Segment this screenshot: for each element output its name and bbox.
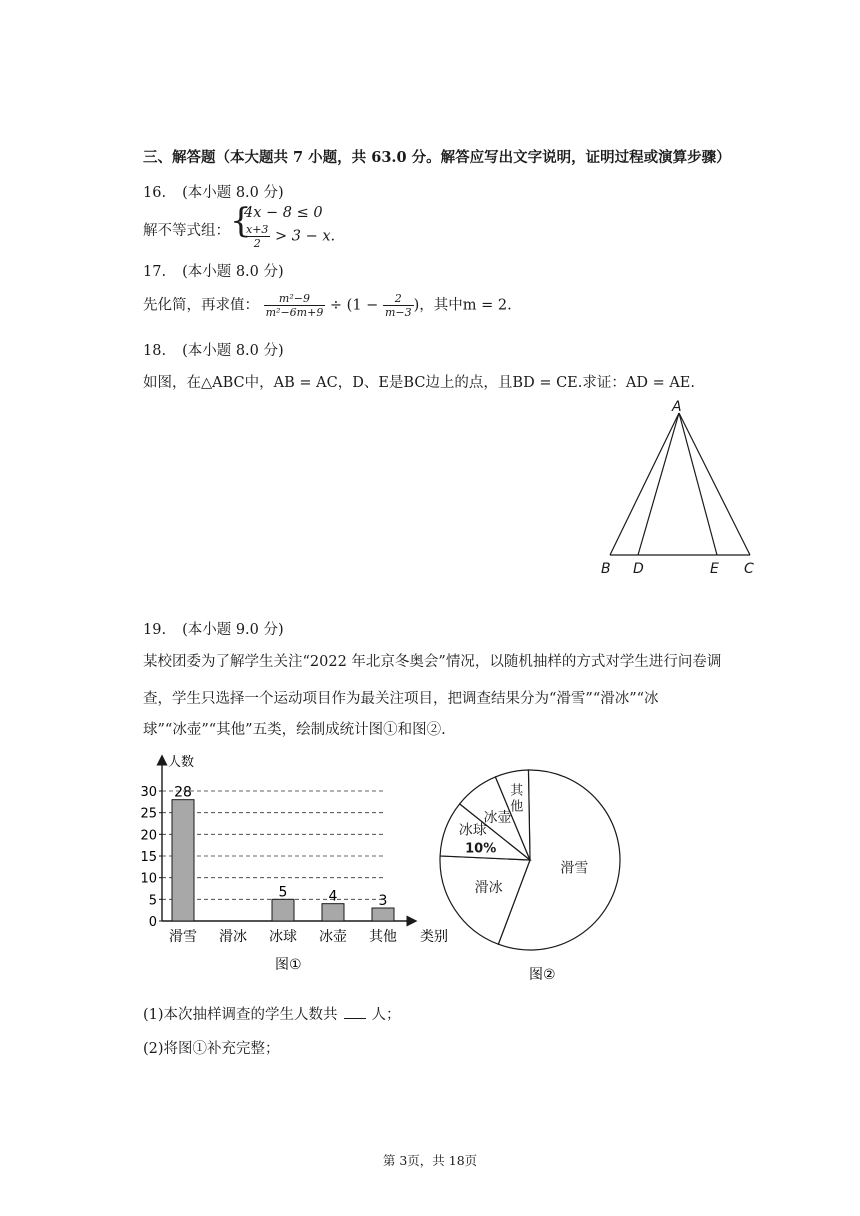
q16-points: (本小题 8.0 分) [182, 185, 284, 201]
q17-frac2-denominator: m−3 [384, 306, 412, 319]
q19-sub1-unit: 人； [371, 1007, 401, 1023]
x-category-label: 滑雪 [169, 929, 197, 945]
q16-ineq2-rest: > 3 − x. [275, 228, 336, 245]
x-category-label: 滑冰 [219, 929, 247, 945]
q19-sub1-text: (1)本次抽样调查的学生人数共 [143, 1007, 338, 1023]
q17-points: (本小题 8.0 分) [182, 264, 284, 280]
q17-frac2-numerator: 2 [383, 292, 414, 306]
x-axis-label: 类别 [420, 929, 448, 945]
y-tick-label: 15 [140, 850, 157, 865]
triangle-figure [590, 395, 770, 580]
segment-ac [679, 413, 750, 555]
y-axis-label: 人数 [168, 755, 195, 770]
bar-data-label: 4 [328, 888, 338, 905]
bar [172, 800, 194, 921]
pie-slice-label: 他 [510, 799, 524, 815]
label-b: B [601, 561, 611, 577]
label-e: E [710, 561, 719, 577]
q16-inequality-1: 4x − 8 ≤ 0 [244, 205, 323, 221]
q18-header [143, 339, 284, 360]
bar-data-label: 5 [278, 884, 288, 901]
q17-divide: ÷ (1 − [329, 297, 379, 314]
y-tick-label: 10 [140, 871, 157, 887]
label-a: A [672, 399, 682, 415]
q16-ineq2-denominator: 2 [253, 237, 261, 250]
y-tick-label: 30 [140, 785, 157, 800]
q18-number: 18. [143, 343, 167, 359]
q16-inequality-2 [244, 223, 335, 250]
q17-tail: )，其中m = 2. [413, 297, 512, 314]
bar [272, 899, 294, 921]
pie-slice-label: 冰球 [458, 822, 487, 839]
page-footer: 第 3页，共 18页 [382, 1153, 478, 1168]
q16-header [143, 181, 284, 202]
label-c: C [744, 561, 754, 577]
bar-chart [140, 750, 470, 985]
q16-number: 16. [143, 185, 167, 201]
pie-slice-label: 冰壶 [483, 809, 512, 826]
q17-number: 17. [143, 264, 167, 280]
y-tick-label: 20 [140, 828, 157, 844]
q17-frac1-denominator: m²−6m+9 [265, 306, 324, 319]
bar-data-label: 28 [174, 784, 192, 801]
pie-slice-label: 滑冰 [474, 880, 503, 897]
q19-paragraph-line-2: 查，学生只选择一个运动项目作为最关注项目，把调查结果分为“滑雪”“滑冰”“冰 [143, 691, 659, 707]
segment-ae [679, 413, 717, 555]
y-tick-label: 0 [148, 915, 157, 930]
q16-lead: 解不等式组： [143, 223, 230, 239]
q17-lead: 先化简，再求值： [143, 297, 259, 314]
x-category-label: 冰球 [269, 929, 297, 945]
q19-paragraph-line-3: 球”“冰壶”“其他”五类，绘制成统计图①和图②. [143, 722, 446, 738]
bar [322, 904, 344, 921]
q19-points: (本小题 9.0 分) [182, 622, 284, 638]
pie-slice-label: 滑雪 [560, 860, 589, 877]
section-title: 三、解答题（本大题共 7 小题，共 63.0 分。解答应写出文字说明，证明过程或演算步骤） [143, 149, 731, 166]
q19-sub1 [143, 1003, 401, 1024]
q17-expression [143, 292, 512, 319]
bar-data-label: 3 [378, 893, 388, 909]
q19-sub1-blank[interactable] [344, 1006, 366, 1019]
bar [372, 908, 394, 921]
pie-chart [435, 765, 645, 990]
q19-paragraph-line-1: 某校团委为了解学生关注“2022 年北京冬奥会”情况，以随机抽样的方式对学生进行问卷调 [143, 654, 722, 670]
q19-number: 19. [143, 622, 167, 638]
x-category-label: 冰壶 [319, 929, 347, 945]
q19-sub2: (2)将图①补充完整； [143, 1041, 280, 1057]
q16-ineq2-numerator: x+3 [246, 223, 269, 236]
pie-slice-label: 其 [510, 783, 524, 799]
q17-header [143, 260, 284, 281]
pie-chart-title: 图② [529, 967, 556, 983]
label-d: D [633, 561, 644, 577]
x-category-label: 其他 [369, 929, 397, 945]
q18-points: (本小题 8.0 分) [182, 343, 284, 359]
bar-chart-title: 图① [275, 957, 302, 973]
q17-frac1-numerator: m²−9 [264, 292, 326, 306]
pie-slice-percent: 10% [465, 841, 497, 857]
q19-header [143, 618, 284, 639]
y-tick-label: 25 [140, 806, 157, 822]
q16-brace: { [230, 201, 252, 241]
y-tick-label: 5 [148, 893, 157, 909]
q18-text: 如图，在△ABC中，AB = AC，D、E是BC边上的点，且BD = CE.求证：AD = AE. [143, 375, 695, 391]
